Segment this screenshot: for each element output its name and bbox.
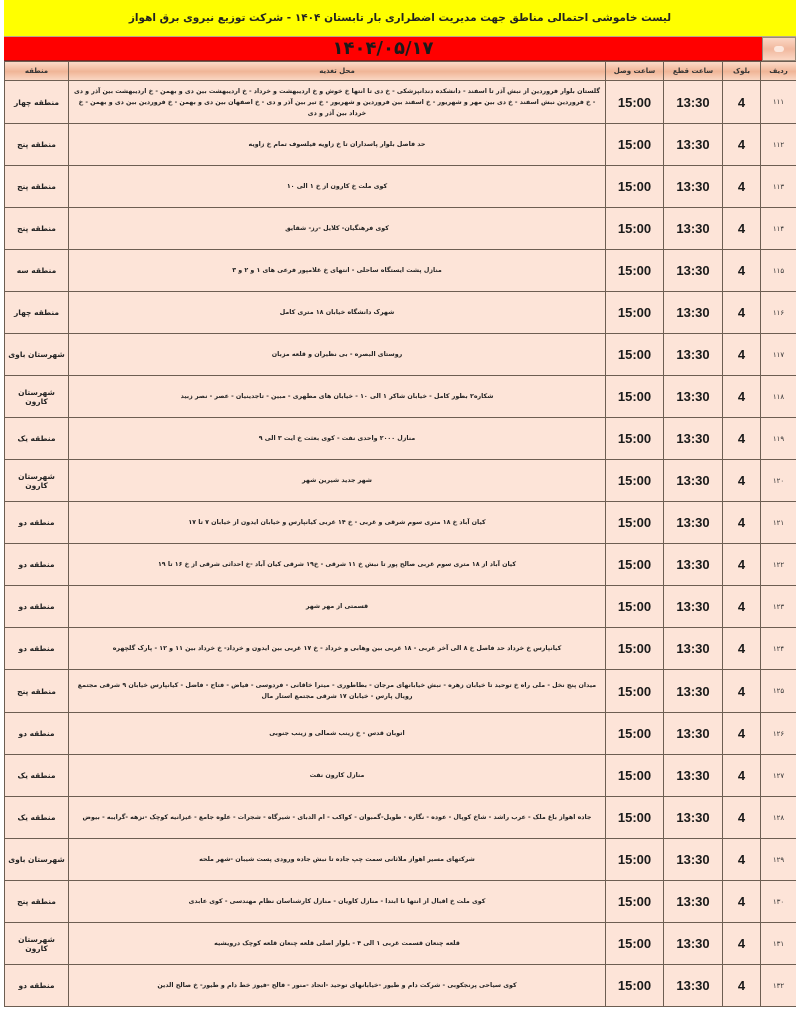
cut-time-cell: 13:30: [664, 292, 723, 334]
cut-time-cell: 13:30: [664, 208, 723, 250]
region-cell: شهرستان باوی: [5, 839, 69, 881]
location-cell: شهرک دانشگاه خیابان ۱۸ متری کامل: [69, 292, 606, 334]
row-id-cell: ۱۱۱: [761, 81, 796, 124]
row-id-cell: ۱۲۹: [761, 839, 796, 881]
location-cell: کیانپارس خ خرداد حد فاصل خ ۸ الی آخر غربی - ۱۸ غربی بین وهابی و خرداد - خ ۱۷ غربی بین ایدون و خرداد- خ خرداد بین ۱۱ و ۱۲ - پارک گلچهره: [69, 628, 606, 670]
connect-time-cell: 15:00: [606, 250, 664, 292]
block-cell: 4: [723, 166, 761, 208]
location-cell: کیان آباد خ ۱۸ متری سوم شرقی و غربی - خ ۱۴ غربی کیانپارس و خیابان ایدون از خیابان ۷ تا ۱۷: [69, 502, 606, 544]
row-id-cell: ۱۳۱: [761, 923, 796, 965]
corner-cell[interactable]: [762, 37, 796, 61]
connect-time-cell: 15:00: [606, 334, 664, 376]
block-cell: 4: [723, 713, 761, 755]
block-cell: 4: [723, 797, 761, 839]
location-cell: حد فاصل بلوار پاسداران تا خ زاویه فیلسوف تمام خ زاویه: [69, 124, 606, 166]
connect-time-cell: 15:00: [606, 797, 664, 839]
region-cell: شهرستان کارون: [5, 923, 69, 965]
connect-time-cell: 15:00: [606, 839, 664, 881]
cut-time-cell: 13:30: [664, 755, 723, 797]
block-cell: 4: [723, 881, 761, 923]
region-cell: منطقه چهار: [5, 81, 69, 124]
block-cell: 4: [723, 81, 761, 124]
connect-time-cell: 15:00: [606, 755, 664, 797]
connect-time-cell: 15:00: [606, 586, 664, 628]
location-cell: کیان آباد از ۱۸ متری سوم غربی صالح پور تا نبش خ ۱۱ شرقی - خ۱۹ شرقی کیان آباد -خ احداثی شرقی از خ ۱۶ تا ۱۹: [69, 544, 606, 586]
table-row: [5, 502, 796, 544]
outage-table: [4, 61, 796, 1007]
region-cell: شهرستان کارون: [5, 376, 69, 418]
location-cell: منازل پشت ایستگاه ساحلی - انتهای خ غلامپور فرعی های ۱ و ۲ و ۳: [69, 250, 606, 292]
location-cell: منازل کارون نفت: [69, 755, 606, 797]
row-id-cell: ۱۲۴: [761, 628, 796, 670]
row-id-cell: ۱۱۷: [761, 334, 796, 376]
cut-time-cell: 13:30: [664, 965, 723, 1007]
cut-time-cell: 13:30: [664, 713, 723, 755]
region-cell: منطقه یک: [5, 797, 69, 839]
block-cell: 4: [723, 923, 761, 965]
header-block: بلوک: [723, 62, 761, 81]
cut-time-cell: 13:30: [664, 166, 723, 208]
block-cell: 4: [723, 460, 761, 502]
cut-time-cell: 13:30: [664, 839, 723, 881]
location-cell: جاده اهواز باغ ملک - عرب راشد - شاخ کوپال - عوده - نگاره - طویل-گمبوان - کواکب - ام الدبای - شیرگاه - شجرات - علوه جامع - غیزانیه کوچک -نزهه -گرایبه - بیوض: [69, 797, 606, 839]
location-cell: قلعه چنعان قسمت غربی ۱ الی ۴ - بلوار اصلی قلعه چنعان قلعه کوچک درویشیه: [69, 923, 606, 965]
location-cell: کوی ملت خ اقبال از انتها تا ابتدا - منازل کاویان - منازل کارشناسان نظام مهندسی - کوی عابدی: [69, 881, 606, 923]
location-cell: کوی سیاحی پرنجکوبی - شرکت دام و طیور -خیابانهای توحید -اتحاد -منور - فالح -فیوز خط دام و طیور- خ صالح الدین: [69, 965, 606, 1007]
table-row: [5, 334, 796, 376]
location-cell: میدان پنج نخل - ملی راه خ توحید تا خیابان زهره - نبش خیابانهای مرجان - بطاطوری - میترا خاقانی - فردوسی - فیاض - فتاح - فاضل - کیانپارس خیابان ۹ شرقی مجتمع رویال پارس - خیابان ۱۷ شرقی مجتمع استار مال: [69, 670, 606, 713]
connect-time-cell: 15:00: [606, 965, 664, 1007]
location-cell: قسمتی از مهر شهر: [69, 586, 606, 628]
header-location: محل تغذیه: [69, 62, 606, 81]
table-row: [5, 124, 796, 166]
region-cell: منطقه دو: [5, 628, 69, 670]
cut-time-cell: 13:30: [664, 376, 723, 418]
location-cell: اتوبان قدس - خ زینب شمالی و زینب جنوبی: [69, 713, 606, 755]
table-row: [5, 292, 796, 334]
connect-time-cell: 15:00: [606, 670, 664, 713]
location-cell: کوی ملت خ کارون از خ ۱ الی ۱۰: [69, 166, 606, 208]
region-cell: منطقه پنج: [5, 208, 69, 250]
cut-time-cell: 13:30: [664, 124, 723, 166]
block-cell: 4: [723, 250, 761, 292]
table-row: [5, 586, 796, 628]
block-cell: 4: [723, 628, 761, 670]
block-cell: 4: [723, 292, 761, 334]
header-row: [5, 62, 796, 81]
block-cell: 4: [723, 334, 761, 376]
cut-time-cell: 13:30: [664, 670, 723, 713]
row-id-cell: ۱۱۹: [761, 418, 796, 460]
row-id-cell: ۱۱۶: [761, 292, 796, 334]
region-cell: شهرستان باوی: [5, 334, 69, 376]
region-cell: منطقه دو: [5, 502, 69, 544]
connect-time-cell: 15:00: [606, 460, 664, 502]
connect-time-cell: 15:00: [606, 713, 664, 755]
cut-time-cell: 13:30: [664, 502, 723, 544]
connect-time-cell: 15:00: [606, 881, 664, 923]
connect-time-cell: 15:00: [606, 923, 664, 965]
region-cell: منطقه دو: [5, 965, 69, 1007]
table-row: [5, 755, 796, 797]
table-row: [5, 797, 796, 839]
location-cell: شکاره۲ بطور کامل - خیابان شاکر ۱ الی ۱۰ - خیابان های مطهری - مبین - تاجدینیان - عصر - نصر زبید: [69, 376, 606, 418]
connect-time-cell: 15:00: [606, 502, 664, 544]
cut-time-cell: 13:30: [664, 628, 723, 670]
table-row: [5, 713, 796, 755]
row-id-cell: ۱۱۲: [761, 124, 796, 166]
location-cell: شهر جدید شیرین شهر: [69, 460, 606, 502]
table-row: [5, 250, 796, 292]
table-row: [5, 376, 796, 418]
region-cell: منطقه پنج: [5, 881, 69, 923]
connect-time-cell: 15:00: [606, 376, 664, 418]
region-cell: منطقه دو: [5, 544, 69, 586]
region-cell: منطقه پنج: [5, 670, 69, 713]
row-id-cell: ۱۳۰: [761, 881, 796, 923]
table-row: [5, 923, 796, 965]
region-cell: منطقه چهار: [5, 292, 69, 334]
row-id-cell: ۱۱۸: [761, 376, 796, 418]
block-cell: 4: [723, 586, 761, 628]
block-cell: 4: [723, 839, 761, 881]
block-cell: 4: [723, 376, 761, 418]
table-row: [5, 544, 796, 586]
row-id-cell: ۱۲۵: [761, 670, 796, 713]
block-cell: 4: [723, 670, 761, 713]
connect-time-cell: 15:00: [606, 292, 664, 334]
table-row: [5, 208, 796, 250]
block-cell: 4: [723, 965, 761, 1007]
connect-time-cell: 15:00: [606, 628, 664, 670]
connect-time-cell: 15:00: [606, 544, 664, 586]
region-cell: منطقه دو: [5, 713, 69, 755]
location-cell: شرکتهای مسیر اهواز ملاثانی سمت چپ جاده تا نبش جاده ورودی پست شیبان -شهر ملحه: [69, 839, 606, 881]
region-cell: منطقه سه: [5, 250, 69, 292]
cut-time-cell: 13:30: [664, 334, 723, 376]
block-cell: 4: [723, 124, 761, 166]
row-id-cell: ۱۲۰: [761, 460, 796, 502]
table-row: [5, 81, 796, 124]
connect-time-cell: 15:00: [606, 418, 664, 460]
region-cell: منطقه پنج: [5, 166, 69, 208]
header-row-id: ردیف: [761, 62, 796, 81]
connect-time-cell: 15:00: [606, 81, 664, 124]
table-row: [5, 965, 796, 1007]
region-cell: منطقه یک: [5, 755, 69, 797]
region-cell: منطقه یک: [5, 418, 69, 460]
cut-time-cell: 13:30: [664, 81, 723, 124]
date-cell: ۱۴۰۴/۰۵/۱۷: [4, 37, 762, 61]
cut-time-cell: 13:30: [664, 923, 723, 965]
date-row: [4, 37, 796, 61]
row-id-cell: ۱۳۲: [761, 965, 796, 1007]
cut-time-cell: 13:30: [664, 460, 723, 502]
cut-time-cell: 13:30: [664, 544, 723, 586]
row-id-cell: ۱۱۴: [761, 208, 796, 250]
sheet-title: لیست خاموشی احتمالی مناطق جهت مدیریت اضطراری بار تابستان ۱۴۰۴ - شرکت توزیع نیروی برق اهواز: [4, 0, 796, 37]
row-id-cell: ۱۲۳: [761, 586, 796, 628]
row-id-cell: ۱۲۱: [761, 502, 796, 544]
table-row: [5, 418, 796, 460]
row-id-cell: ۱۱۳: [761, 166, 796, 208]
row-id-cell: ۱۲۶: [761, 713, 796, 755]
header-connect-time: ساعت وصل: [606, 62, 664, 81]
cut-time-cell: 13:30: [664, 418, 723, 460]
connect-time-cell: 15:00: [606, 166, 664, 208]
block-cell: 4: [723, 502, 761, 544]
header-region: منطقه: [5, 62, 69, 81]
location-cell: روستای البصره - بی نظیران و قلعه مزبان: [69, 334, 606, 376]
connect-time-cell: 15:00: [606, 208, 664, 250]
outage-sheet: [4, 0, 796, 1007]
connect-time-cell: 15:00: [606, 124, 664, 166]
location-cell: کوی فرهنگیان- کلایل -رز- شقایق: [69, 208, 606, 250]
location-cell: گلستان بلوار فروردین از نبش آذر تا اسفند - دانشکده دندانپزشکی - خ دی تا انتها خ خوش و خ اردیبهشت و خرداد - خ اردیبهشت بین دی و بهمن - خ اردیبهشت بین آذر و دی - خ فروردین نبش اسفند - خ دی بین مهر و شهریور - خ اسفند بین فروردین و شهریور - خ تیر بین آذر و دی - خ اصفهان بین دی و بهمن - خ فروردین بین دی و بهمن - خ خرداد بین آذر و دی: [69, 81, 606, 124]
table-row: [5, 460, 796, 502]
region-cell: شهرستان کارون: [5, 460, 69, 502]
cut-time-cell: 13:30: [664, 250, 723, 292]
row-id-cell: ۱۲۸: [761, 797, 796, 839]
row-id-cell: ۱۲۲: [761, 544, 796, 586]
table-row: [5, 166, 796, 208]
row-id-cell: ۱۲۷: [761, 755, 796, 797]
location-cell: منازل ۲۰۰۰ واحدی نفت - کوی بعثت خ ایت ۳ الی ۹: [69, 418, 606, 460]
table-row: [5, 670, 796, 713]
block-cell: 4: [723, 208, 761, 250]
cut-time-cell: 13:30: [664, 881, 723, 923]
region-cell: منطقه دو: [5, 586, 69, 628]
cut-time-cell: 13:30: [664, 586, 723, 628]
block-cell: 4: [723, 755, 761, 797]
table-row: [5, 839, 796, 881]
block-cell: 4: [723, 544, 761, 586]
row-id-cell: ۱۱۵: [761, 250, 796, 292]
header-cut-time: ساعت قطع: [664, 62, 723, 81]
region-cell: منطقه پنج: [5, 124, 69, 166]
table-row: [5, 881, 796, 923]
corner-glyph-icon: [774, 46, 784, 52]
cut-time-cell: 13:30: [664, 797, 723, 839]
block-cell: 4: [723, 418, 761, 460]
table-row: [5, 628, 796, 670]
